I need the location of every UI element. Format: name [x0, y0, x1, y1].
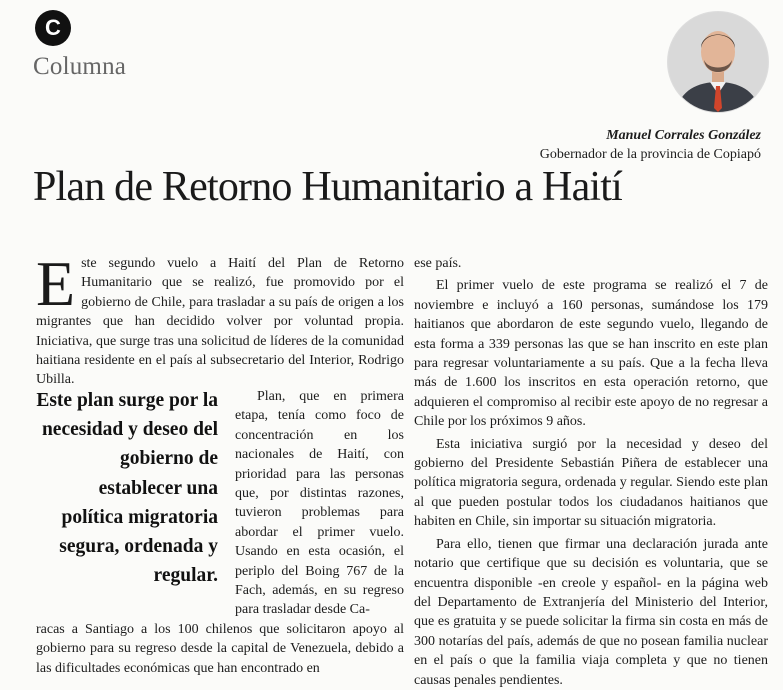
column-1-lead: [36, 248, 404, 390]
column-2: [414, 254, 768, 690]
column-1-bottom-text: [36, 620, 404, 678]
author-photo: [667, 11, 769, 113]
section-label: Columna: [33, 53, 127, 80]
paragraph-requirements: Para ello, tienen que firmar una declaración jurada ante notario que certifique que su decisión es voluntaria, que se encuentra disponible -en creole y español- en la página web del Departamento de Extranjería del Ministerio del Interior, que es gratuita y se puede solicitar la firma sin costa en más de 300 notarías del país, además de que no posean familia nuclear en el país o que la familia viaja completa y que no tienen causas penales pendientes.: [414, 536, 768, 688]
author-portrait-image: [668, 12, 768, 112]
paragraph-initiative: Esta iniciativa surgió por la necesidad y deseo del gobierno del Presidente Sebastián Piñera de establecer una política migratoria segura, ordenada y regular. Siendo este plan al que pueden postular todos los ciudadanos haitianos que habiten en Chile, sin importar su situación migratoria.: [414, 436, 768, 530]
paragraph-plan: Plan, que en primera etapa, tenía como foco de concentración en los nacionales de Haití, con prioridad para las personas que, por distintas razones, tuvieron problemas para abordar el primer vuelo. Usando en esta ocasión, el periplo del Boing 767 de la Fach, además, en su regreso para trasladar desde Ca-: [235, 389, 404, 618]
author-byline: [540, 126, 761, 164]
article-headline: Plan de Retorno Humanitario a Haití: [33, 164, 623, 210]
paragraph-plan-continued: racas a Santiago a los 100 chilenos que solicitaron apoyo al gobierno para su regreso desde la capital de Venezuela, debido a las dificultades económicas que han encontrado en: [36, 622, 404, 676]
paragraph-first-flight: El primer vuelo de este programa se realizó el 7 de noviembre e incluyó a 160 personas, sumándose los 179 haitianos que abordaron de este segundo vuelo, llegando de esta forma a 339 personas las que se han inscrito en este plan para regresar voluntariamente a su país. Que a la fecha lleva más de 1.600 los inscritos en esta operación retorno, que adquieren el compromiso al recibir este apoyo de no regresar a Chile por los próximos 9 años.: [414, 278, 768, 430]
lead-paragraph: ste segundo vuelo a Haití del Plan de Retorno Humanitario que se realizó, fue promovido por el gobierno de Chile, para trasladar a su país de origen a los migrantes que han decidido volver por voluntad propia. Iniciativa, que surge tras una solicitud de líderes de la comunidad haitiana residente en el país al subsecretario del Interior, Rodrigo Ubilla.: [36, 256, 404, 388]
pull-quote: Este plan surge por la necesidad y deseo del gobierno de establecer una política migratoria segura, ordenada y regular.: [36, 390, 218, 587]
drop-cap: E: [36, 248, 76, 319]
column-1-narrow-text: [235, 387, 404, 620]
section-badge: C: [35, 10, 71, 46]
author-role: Gobernador de la provincia de Copiapó: [539, 147, 761, 162]
author-name: Manuel Corrales González: [606, 128, 761, 143]
paragraph-continued: ese país.: [414, 256, 462, 271]
